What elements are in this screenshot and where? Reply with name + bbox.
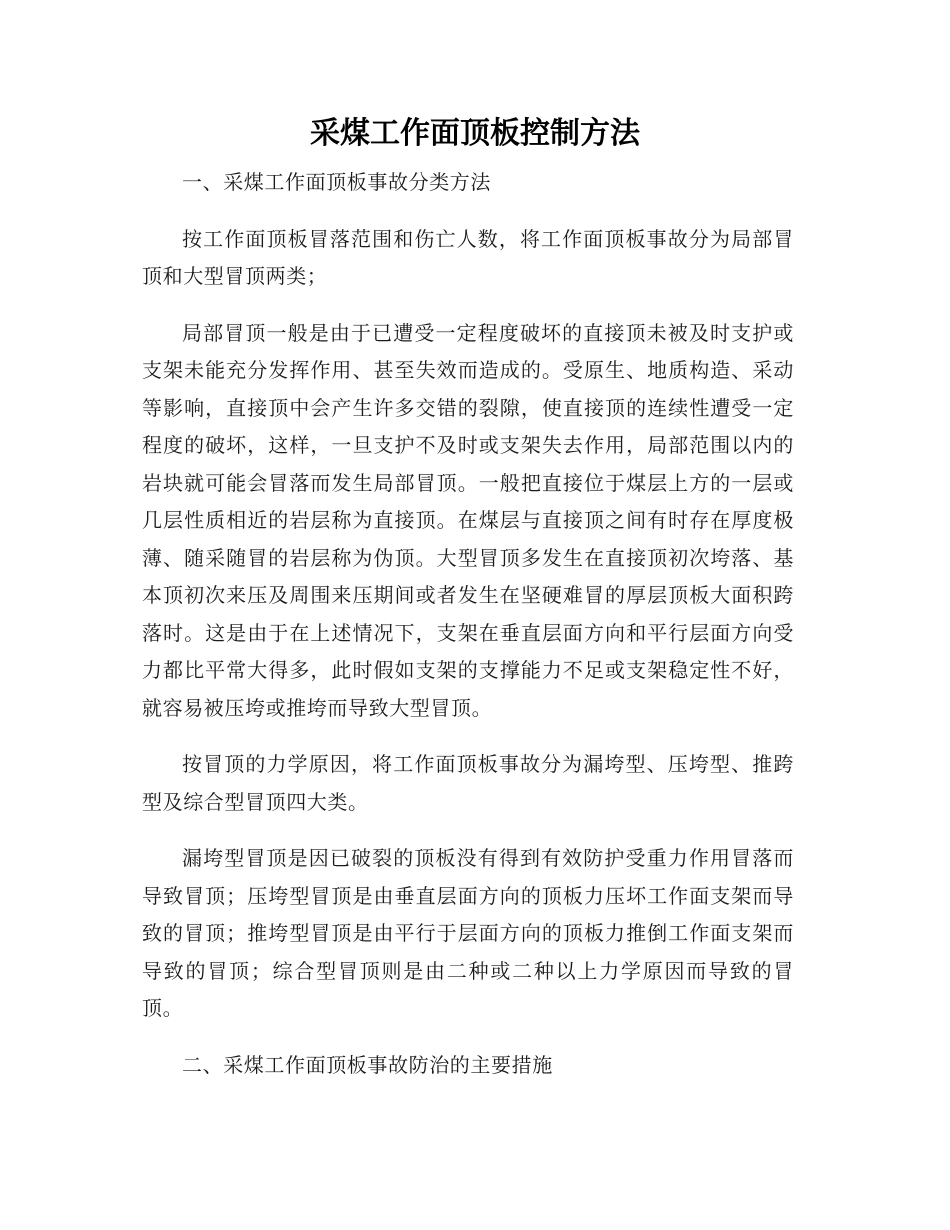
document-title: 采煤工作面顶板控制方法 [310, 116, 640, 151]
section-heading-2: 二、采煤工作面顶板事故防治的主要措施 [182, 1052, 553, 1077]
section-heading-1: 一、采煤工作面顶板事故分类方法 [182, 170, 491, 194]
paragraph-3: 按冒顶的力学原因，将工作面顶板事故分为漏垮型、压垮型、推跨型及综合型冒顶四大类。 [142, 752, 794, 814]
paragraph-2: 局部冒顶一般是由于已遭受一定程度破坏的直接顶未被及时支护或支架未能充分发挥作用、甚至失效而造成的。受原生、地质构造、采动等影响，直接顶中会产生许多交错的裂隙，使直接顶的连续性遭受一定程度的破坏，这样，一旦支护不及时或支架失去作用，局部范围以内的岩块就可能会冒落而发生局部冒顶。一般把直接位于煤层上方的一层或几层性质相近的岩层称为直接顶。在煤层与直接顶之间有时存在厚度极薄、随采随冒的岩层称为伪顶。大型冒顶多发生在直接顶初次垮落、基本顶初次来压及周围来压期间或者发生在坚硬难冒的厚层顶板大面积跨落时。这是由于在上述情况下，支架在垂直层面方向和平行层面方向受力都比平常大得多，此时假如支架的支撑能力不足或支架稳定性不好，就容易被压垮或推垮而导致大型冒顶。 [142, 320, 794, 720]
document-body [142, 164, 794, 1103]
paragraph-1: 按工作面顶板冒落范围和伤亡人数，将工作面顶板事故分为局部冒顶和大型冒顶两类； [142, 226, 794, 288]
paragraph-4: 漏垮型冒顶是因已破裂的顶板没有得到有效防护受重力作用冒落而导致冒顶；压垮型冒顶是由垂直层面方向的顶板力压坏工作面支架而导致的冒顶；推垮型冒顶是由平行于层面方向的顶板力推倒工作面支架而导致的冒顶；综合型冒顶则是由二种或二种以上力学原因而导致的冒顶。 [142, 846, 794, 1020]
